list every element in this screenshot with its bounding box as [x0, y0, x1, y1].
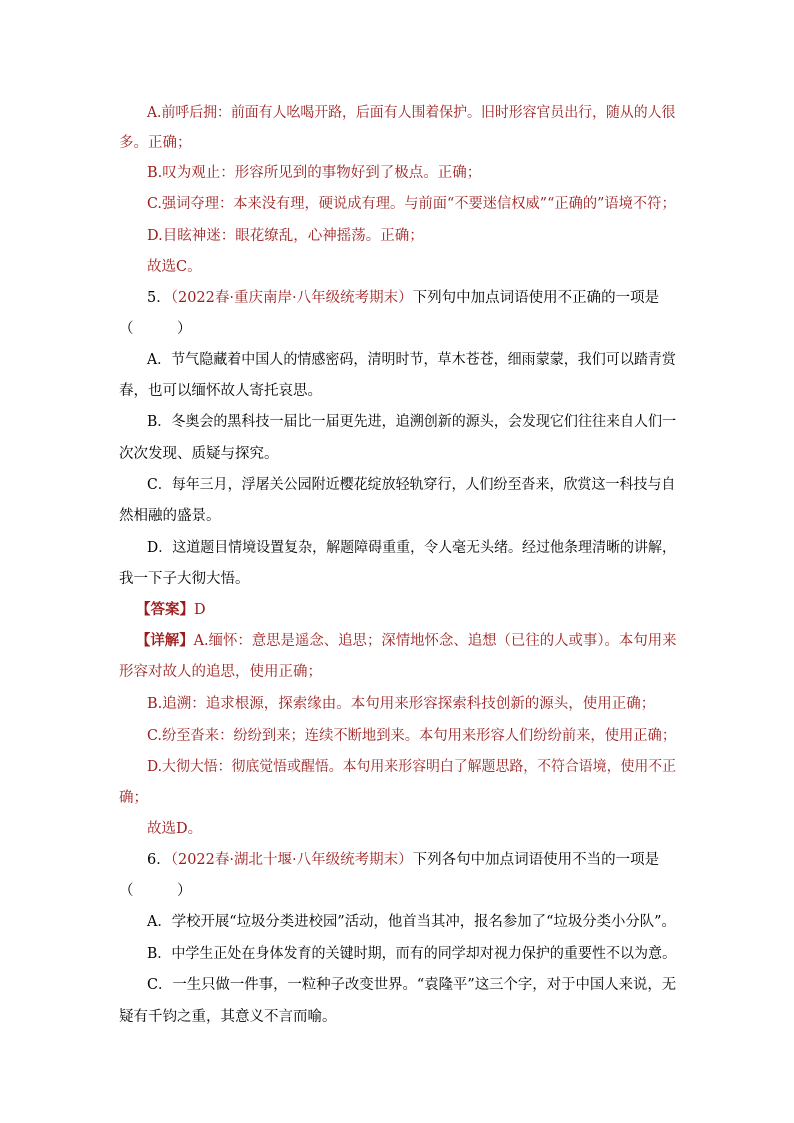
answer-line: [136, 600, 206, 620]
detail-b: B.追溯：追求根源，探索缘由。本句用来形容探索科技创新的源头，使用正确；: [147, 696, 656, 712]
option-b-cont: 次次发现、质疑与探究。: [119, 446, 279, 462]
option-d-cont: 我一下子大彻大悟。: [119, 571, 250, 587]
option-b: B．中学生正处在身体发育的关键时期，而有的同学却对视力保护的重要性不以为意。: [147, 946, 677, 962]
option-c: C．每年三月，浮屠关公园附近樱花绽放轻轨穿行，人们纷至沓来，欣赏这一科技与自: [147, 477, 676, 493]
question-number: 5．: [147, 290, 171, 306]
option-a: A．节气隐藏着中国人的情感密码，清明时节，草木苍苍，细雨蒙蒙，我们可以踏青赏: [147, 352, 676, 368]
conclusion-text: 故选D。: [147, 821, 203, 837]
option-d-explanation: D.目眩神迷：眼花缭乱，心神摇荡。正确；: [147, 228, 424, 244]
option-a-explanation-cont: 多。正确；: [119, 135, 192, 151]
question-number: 6．: [147, 852, 171, 868]
option-c-cont: 疑有千钧之重，其意义不言而喻。: [119, 1009, 337, 1025]
detail-a: [136, 631, 677, 651]
option-c-explanation: C.强词夺理：本来没有理，硬说成有理。与前面“不要迷信权威”“正确的”语境不符；: [147, 196, 676, 212]
question-6-stem: [147, 850, 659, 870]
answer-blank: （ ）: [119, 321, 192, 337]
question-text: 下列句中加点词语使用不正确的一项是: [412, 290, 660, 306]
answer-tag: 【答案】: [136, 601, 194, 618]
question-source: （2022春·湖北十堰·八年级统考期末）: [170, 852, 413, 868]
question-5-stem: [147, 288, 659, 308]
question-source: （2022春·重庆南岸·八年级统考期末）: [170, 290, 413, 306]
question-text: 下列各句中加点词语使用不当的一项是: [412, 852, 660, 868]
option-a: A．学校开展“垃圾分类进校园”活动，他首当其冲，报名参加了“垃圾分类小分队”。: [147, 914, 676, 930]
option-c: C．一生只做一件事，一粒种子改变世界。“袁隆平”这三个字，对于中国人来说，无: [147, 977, 677, 993]
detail-a-text: A.缅怀：意思是遥念、追思；深情地怀念、追想（已往的人或事）。本句用来: [193, 633, 677, 649]
option-b-explanation: B.叹为观止：形容所见到的事物好到了极点。正确；: [147, 165, 482, 181]
detail-a-cont: 形容对故人的追思，使用正确；: [119, 664, 322, 680]
conclusion-text: 故选C。: [147, 259, 202, 275]
detail-tag: 【详解】: [136, 632, 194, 649]
answer-value: D: [194, 602, 206, 618]
option-a-cont: 春，也可以缅怀故人寄托哀思。: [119, 383, 322, 399]
option-c-cont: 然相融的盛景。: [119, 508, 221, 524]
detail-d: D.大彻大悟：彻底觉悟或醒悟。本句用来形容明白了解题思路，不符合语境，使用不正: [147, 759, 677, 775]
answer-blank: （ ）: [119, 883, 192, 899]
option-a-explanation: A.前呼后拥：前面有人吆喝开路，后面有人围着保护。旧时形容官员出行，随从的人很: [147, 105, 676, 121]
option-d: D．这道题目情境设置复杂，解题障碍重重，令人毫无头绪。经过他条理清晰的讲解，: [147, 540, 676, 556]
option-b: B．冬奥会的黑科技一届比一届更先进，追溯创新的源头，会发现它们往往来自人们一: [147, 414, 677, 430]
detail-c: C.纷至沓来：纷纷到来；连续不断地到来。本句用来形容人们纷纷前来，使用正确；: [147, 728, 677, 744]
detail-d-cont: 确；: [119, 790, 148, 806]
